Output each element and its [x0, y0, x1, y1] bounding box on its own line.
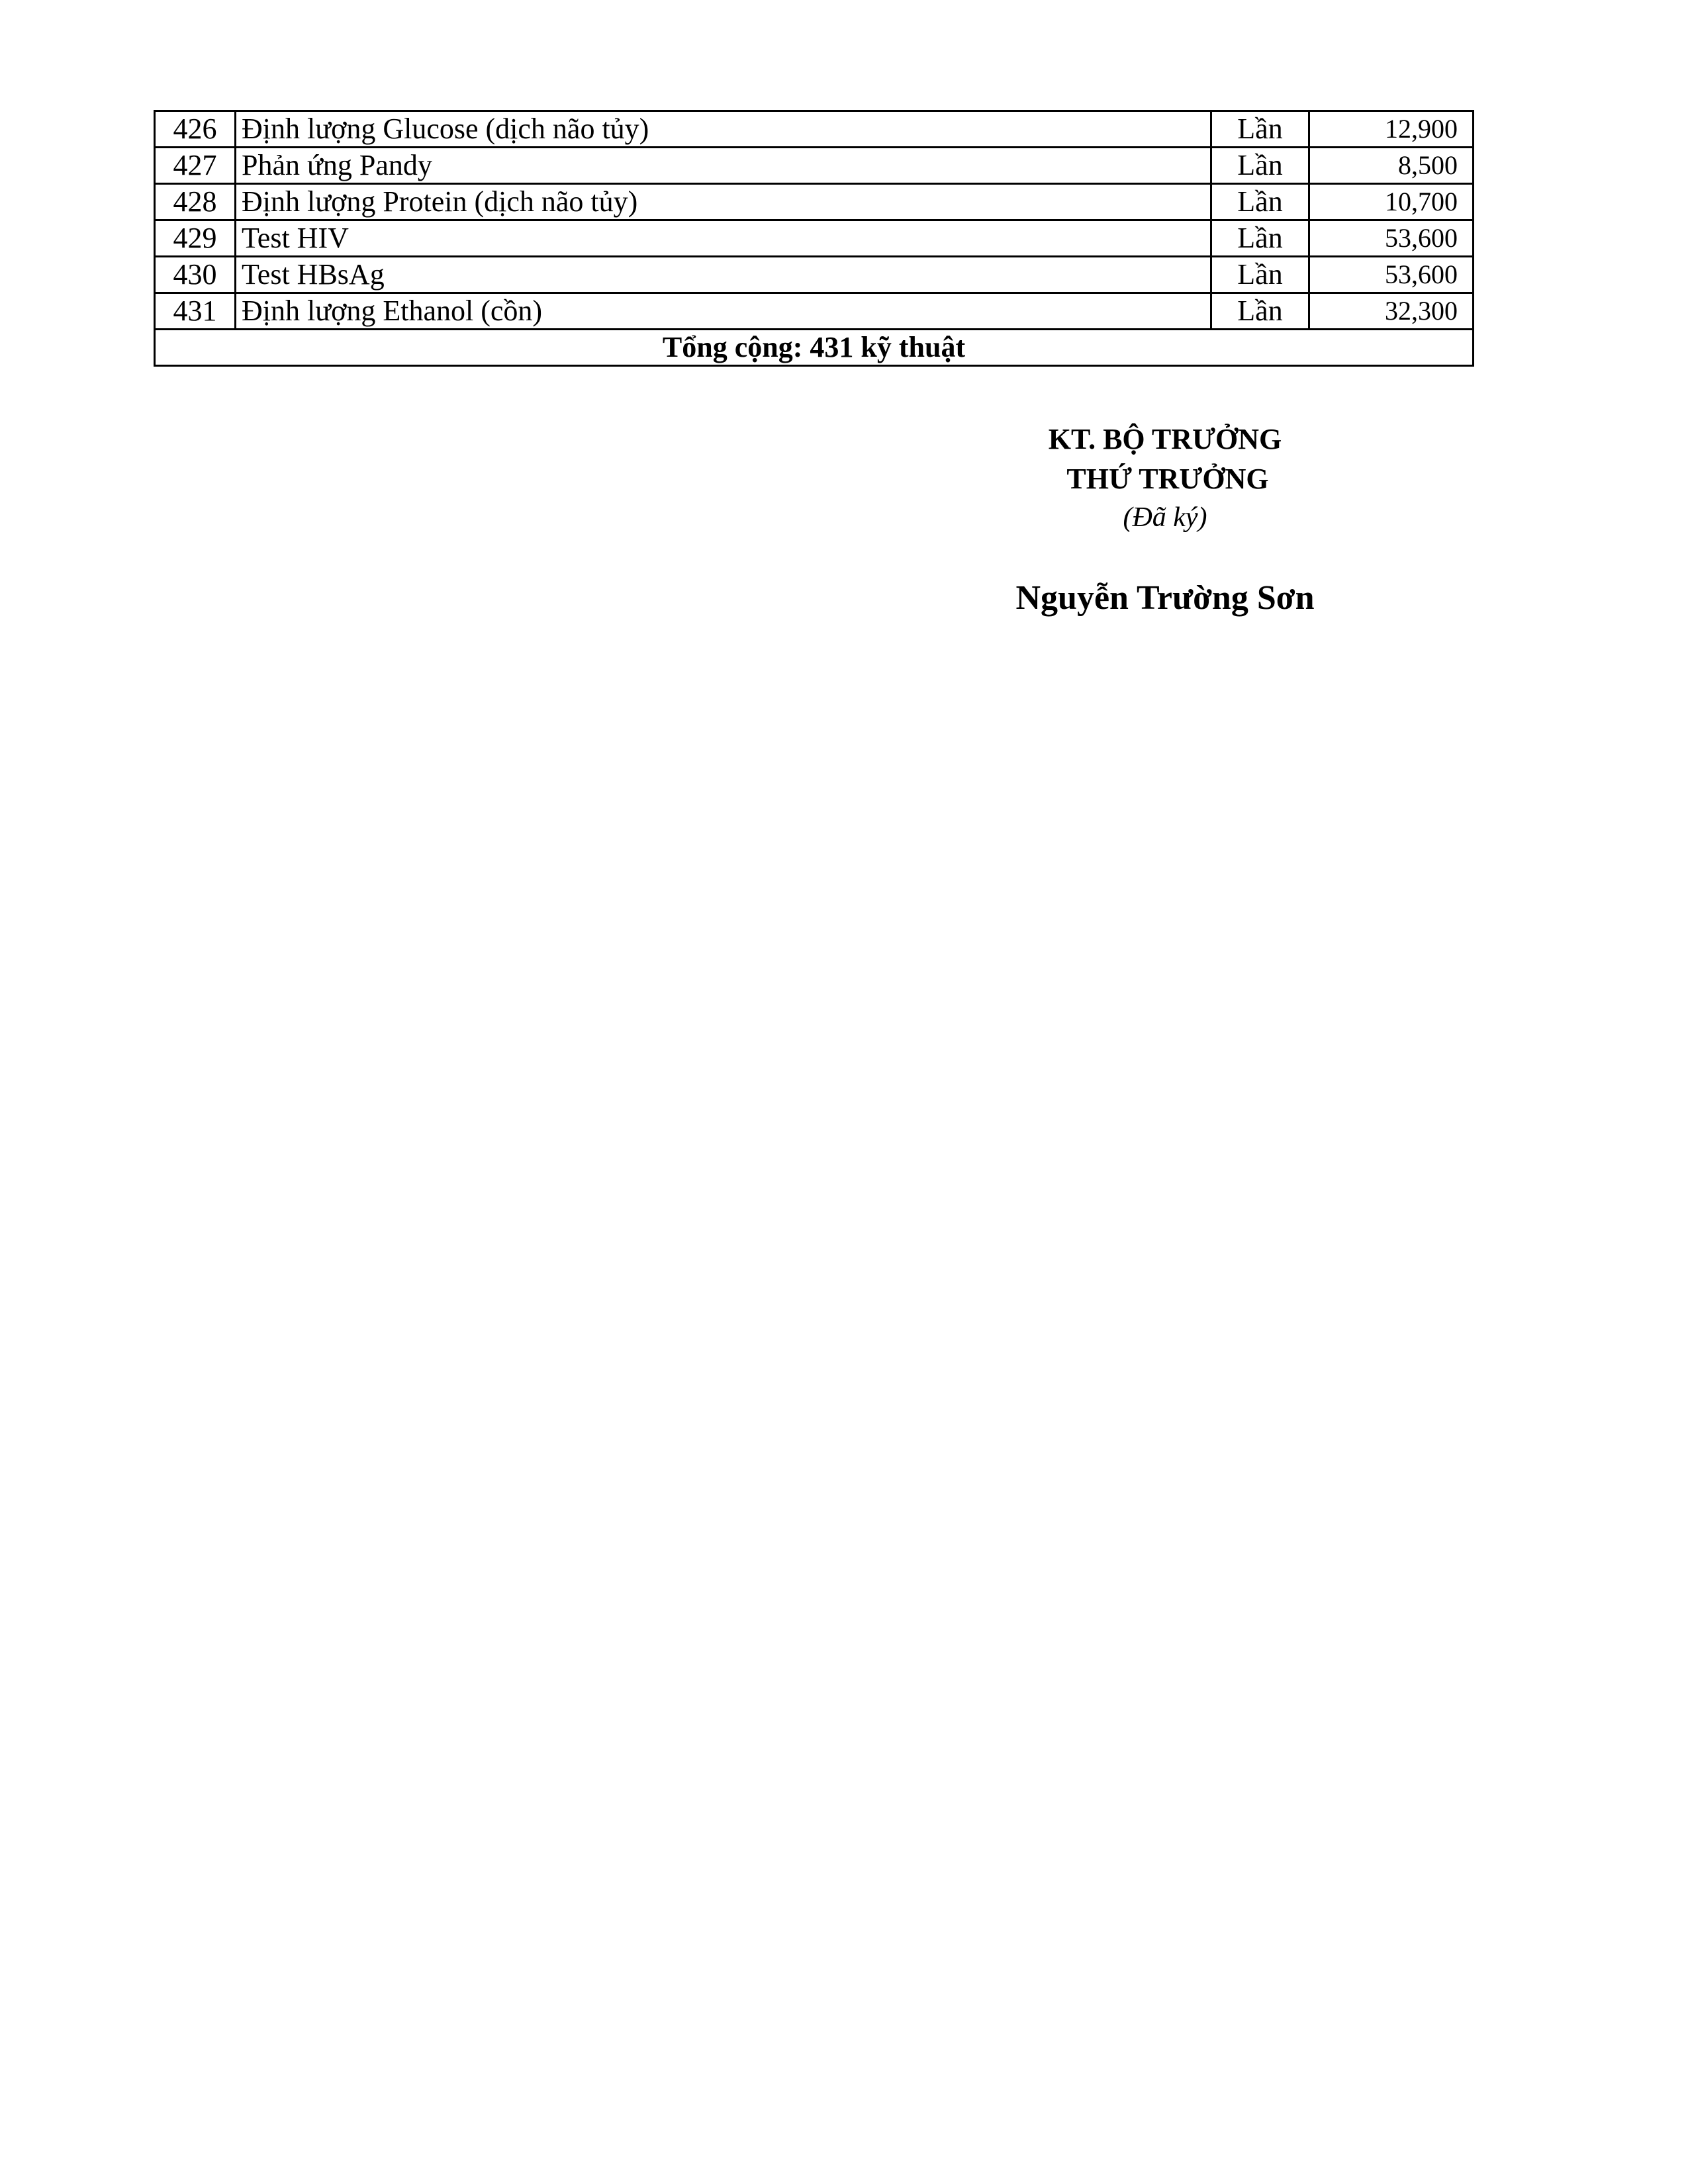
total-row — [155, 330, 1474, 366]
price: 10,700 — [1309, 184, 1474, 220]
technique-name: Định lượng Ethanol (cồn) — [236, 293, 1211, 330]
price: 12,900 — [1309, 111, 1474, 148]
row-number: 430 — [155, 257, 236, 293]
signer-title-line1: KT. BỘ TRƯỞNG — [1048, 423, 1282, 455]
price-table — [154, 110, 1474, 367]
total-label: Tổng cộng: 431 kỹ thuật — [155, 330, 1474, 366]
table-row — [155, 148, 1474, 184]
row-number: 429 — [155, 220, 236, 257]
unit: Lần — [1211, 220, 1309, 257]
price: 32,300 — [1309, 293, 1474, 330]
table-row — [155, 111, 1474, 148]
technique-name: Test HBsAg — [236, 257, 1211, 293]
technique-name: Định lượng Glucose (dịch não tủy) — [236, 111, 1211, 148]
technique-name: Test HIV — [236, 220, 1211, 257]
technique-name: Phản ứng Pandy — [236, 148, 1211, 184]
unit: Lần — [1211, 257, 1309, 293]
row-number: 426 — [155, 111, 236, 148]
signer-name: Nguyễn Trường Sơn — [1015, 579, 1315, 617]
unit: Lần — [1211, 111, 1309, 148]
row-number: 427 — [155, 148, 236, 184]
row-number: 431 — [155, 293, 236, 330]
table-row — [155, 220, 1474, 257]
table-row — [155, 184, 1474, 220]
unit: Lần — [1211, 148, 1309, 184]
technique-name: Định lượng Protein (dịch não tủy) — [236, 184, 1211, 220]
table-row — [155, 293, 1474, 330]
signer-title-line2: THỨ TRƯỞNG — [1066, 463, 1269, 495]
signature-block — [980, 420, 1350, 631]
table-row — [155, 257, 1474, 293]
price: 53,600 — [1309, 220, 1474, 257]
unit: Lần — [1211, 293, 1309, 330]
row-number: 428 — [155, 184, 236, 220]
signed-note: (Đã ký) — [1123, 502, 1207, 533]
unit: Lần — [1211, 184, 1309, 220]
price: 53,600 — [1309, 257, 1474, 293]
price: 8,500 — [1309, 148, 1474, 184]
